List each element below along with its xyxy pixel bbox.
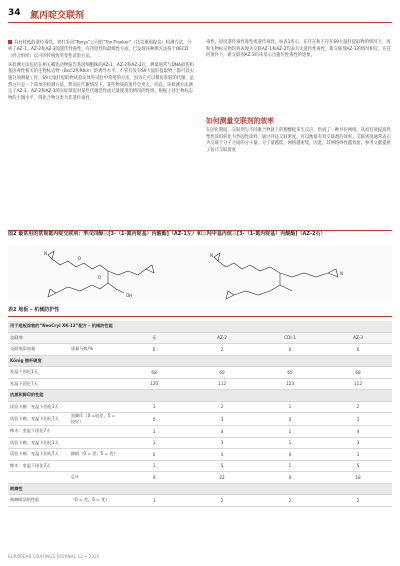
table-cell: 擦痕（0 = 差，5 = 优） (69, 449, 120, 461)
table-cell: 69 (188, 367, 256, 379)
arm-b (280, 273, 328, 277)
header-cell: AZ-2 (188, 332, 256, 344)
right-paragraph-1: 毒性，轻度遗传毒性毒性或遗传毒性。如表1所示，在存在和不存在S9大鼠肝提取物的情况下，再和生物标记物均将表现为交联AZ-1和AZ-2均表为无遗传性毒性。新交联剂AZ-3的情况相反，在任何条件下，新交联剂AZ-3均未显示出遗传性毒性的迹象。 (206, 40, 391, 59)
section-title: 氮丙啶交联剂 (30, 11, 85, 21)
left-column (8, 40, 194, 105)
table-cell: 3 (188, 413, 256, 426)
table-cell: 1 (120, 401, 188, 413)
subheading: 如何测量交联剂的效率 (206, 117, 274, 125)
aziridine-ring-a (214, 253, 220, 261)
table-cell: 18 (324, 472, 392, 484)
core-right (270, 273, 280, 291)
core-right-top (250, 265, 280, 273)
oh-arm (108, 283, 124, 293)
arm-c (234, 291, 270, 295)
table-cell: 室温下固化7天 (8, 378, 69, 390)
table-cell: 试验卡模：室温下固化7天 (8, 449, 69, 461)
atom-label-o2: O (98, 275, 102, 280)
table-row (8, 413, 392, 426)
table-cell (324, 390, 392, 402)
table-cell: 4 (324, 426, 392, 438)
table-cell (256, 390, 324, 402)
table-header-row (8, 332, 392, 344)
table-row (8, 449, 392, 461)
table-cell: 4 (256, 472, 324, 484)
table-cell (324, 483, 392, 495)
table-cell: 3 (188, 437, 256, 449)
table-section-row (8, 483, 392, 495)
table-cell: 1 (120, 460, 188, 472)
table-cell (69, 460, 120, 472)
table-cell: 22 (188, 472, 256, 484)
table-cell (69, 367, 120, 379)
table-cell: 1 (120, 426, 188, 438)
table-cell (256, 355, 324, 367)
header-cell: CDI-1 (256, 332, 324, 344)
table-cell: 123 (256, 378, 324, 390)
table-cell: （0 = 差，5 = 优） (69, 495, 120, 507)
table-cell (120, 483, 188, 495)
table-cell: 0 (120, 449, 188, 461)
table-cell: 68 (120, 367, 188, 379)
table-cell: 4 (120, 472, 188, 484)
table-cell: 5 (324, 460, 392, 472)
table-cell (188, 483, 256, 495)
table-cell (120, 355, 188, 367)
aziridine-ring-bottom (48, 289, 56, 297)
table-cell: 6 (324, 344, 392, 356)
molecule-az1 (48, 251, 154, 297)
header-cell: 交联剂 (8, 332, 69, 344)
table-rule (8, 316, 392, 317)
table-cell (120, 390, 188, 402)
table-cell: 3 (324, 413, 392, 426)
properties-table (8, 321, 392, 507)
table-cell: 0 (256, 413, 324, 426)
left-paragraph-1: 具有较低的遗传毒性。曾打采用“Toxys”公司的“Tox-Tracker”（托克斯追踪仪）检测方法，分析了AZ-1、AZ-2和AZ-3的遗传性毒性。有待原性和最级性方面。已发现该种测方法按于OECD（经合组织）以可的传统致突变性试验方法。 (8, 40, 192, 59)
aziridine-ring-left (48, 251, 54, 259)
table-cell: 2 (188, 495, 256, 507)
table-cell: 2 (324, 495, 392, 507)
table-band-title (8, 321, 392, 332)
bottom-arm-left (56, 285, 92, 293)
page-number: 34 (8, 8, 21, 18)
table-row (8, 495, 392, 507)
table-cell: 1 (120, 495, 188, 507)
table-cell (324, 355, 392, 367)
table-cell: 橡木：室温下固化7天 (8, 426, 69, 438)
table-cell: 黑脚印（0 =较差，5 =较好） (69, 413, 120, 426)
table-cell: 0 (120, 344, 188, 356)
header-rule (8, 22, 392, 23)
table-cell: 2 (188, 401, 256, 413)
table-cell (69, 355, 120, 367)
table-cell: 4 (188, 426, 256, 438)
bullet-icon (8, 40, 12, 44)
right-column-bottom (206, 128, 392, 157)
table-cell (8, 472, 69, 484)
table-cell (69, 483, 120, 495)
table-cell: 0 (256, 449, 324, 461)
molecule-az2 (214, 253, 338, 299)
table-row (8, 460, 392, 472)
table-cell: 橡木：室温下固化7天 (8, 460, 69, 472)
atom-label-n1: N (44, 251, 47, 256)
table-cell: 质量分数/% (69, 344, 120, 356)
atom-label-n3: N (340, 271, 343, 276)
table-section-row (8, 390, 392, 402)
table-row (8, 344, 392, 356)
table-cell: 1 (256, 401, 324, 413)
aziridine-ring-right (146, 265, 154, 273)
table-row (8, 378, 392, 390)
table-row (8, 437, 392, 449)
table-cell: 2 (324, 401, 392, 413)
atom-label-n2: N (210, 253, 213, 258)
table-cell: 试验卡模：室温下固化7天 (8, 413, 69, 426)
header-cell: AZ-3 (324, 332, 392, 344)
right-paragraph-2: 在固化期间，交联剂与不同聚合物链上的羧酸把来生反应，形成了一种共价网络，从而有效提高热塑性涂料转化为热固性涂料，通过评估交联密度，可以衡量有效交联剂的效率。交联密度通常表示为交联于分子之间的分子量，分子量越低，网络越密集，因此，其网络终性越致密，参考文献提供了估计交联密度 (206, 128, 391, 154)
table-cell: 5 (188, 460, 256, 472)
table-cell: 交联剂添加量 (8, 344, 69, 356)
ester-chain-left (84, 263, 108, 271)
table-cell: 1 (256, 460, 324, 472)
table-cell: 1 (256, 437, 324, 449)
table-cell (188, 355, 256, 367)
table-section-row (8, 355, 392, 367)
table-cell: 0 (120, 413, 188, 426)
table-cell: 1 (256, 426, 324, 438)
table-cell: 112 (324, 378, 392, 390)
aziridine-ring-c (226, 291, 234, 299)
table-cell: 2 (188, 344, 256, 356)
table-cell: 6 (256, 344, 324, 356)
atom-label-o1: O (78, 256, 82, 261)
table-cell: 耐咖啡渍的性能 (8, 495, 69, 507)
chemical-structures-diagram (8, 247, 392, 302)
figure-caption: 图2 最常用的常规氮丙啶交联剂：季戊四醇三[3-（1-氮丙啶基）丙酸酯]（AZ-1左）和三羟甲基丙烷三[3-（1-氮丙啶基）丙酸酯]（AZ-2右） (8, 231, 326, 237)
table-row (8, 426, 392, 438)
table-cell: 65 (256, 367, 324, 379)
table-cell: 3 (324, 437, 392, 449)
table-title: 表2 地板 – 机械防护性 (8, 307, 60, 313)
core-left (92, 271, 108, 289)
footer: EUROPEAN COATINGS JOURNAL 12 • 2020 (8, 554, 100, 559)
table-cell: 68 (324, 367, 392, 379)
table-row (8, 401, 392, 413)
table-cell: 抗黑和脚印的性能 (8, 390, 69, 402)
table-cell (69, 437, 120, 449)
header-cell: 无 (120, 332, 188, 344)
header-cell (69, 332, 120, 344)
aziridine-ring-b (328, 269, 338, 277)
table-cell (188, 390, 256, 402)
table-cell: 总计 (69, 472, 120, 484)
table-cell: 2 (256, 495, 324, 507)
table-cell (69, 390, 120, 402)
table-cell (256, 483, 324, 495)
band-title: 用于地板涂装的“NeoCryl XK-12”配方 – 机械防性能 (8, 321, 392, 332)
table-cell: 4 (188, 449, 256, 461)
table-cell (69, 401, 120, 413)
table-cell: 试验卡模：室温下固化1天 (8, 401, 69, 413)
table-cell: 3 (324, 449, 392, 461)
ethyl-arm (280, 285, 292, 291)
table-cell (69, 426, 120, 438)
left-paragraph-2: 该检测方法包括在相关哺乳动物报告基因细胞株的AZ-1、AZ-2和AZ-3后，测量通常与DNA损伤和基因毒性相关的生物标志物（Bscl2和Rtkn）的诱导水平。不管有没有S9大鼠肝提取物，都可以实施这项测量工作，S9大鼠肝提取物试验在体外试验中常用的方法，因为它可以模仿肝脏的代谢。虽然这只是一个简单的检测方法，然而在代谢情况下，某些物质的遗传会更大，所以，该检测方法测定了AZ-1、AZ-2和AZ-3的实际情况对某些代谢活性或过量使用的情况的性情。根据上述生物标志物的上调水平，得化合物分类为非遗传毒性、 (8, 62, 194, 102)
atom-label-oh: OH (126, 293, 133, 298)
table-cell: 112 (188, 378, 256, 390)
right-arm-left (108, 269, 146, 275)
right-column (206, 40, 392, 62)
table-cell: König 摆杆硬度 (8, 355, 69, 367)
table-row (8, 472, 392, 484)
table-cell: 室温下固化1天 (8, 367, 69, 379)
table-cell (69, 378, 120, 390)
table-cell: 120 (120, 378, 188, 390)
table-cell: 试验卡模：室温下固化1天 (8, 437, 69, 449)
figure-area (8, 247, 392, 302)
arm-a (218, 261, 250, 269)
table-cell: 1 (120, 437, 188, 449)
table-cell: 耐磨性 (8, 483, 69, 495)
table-row (8, 367, 392, 379)
